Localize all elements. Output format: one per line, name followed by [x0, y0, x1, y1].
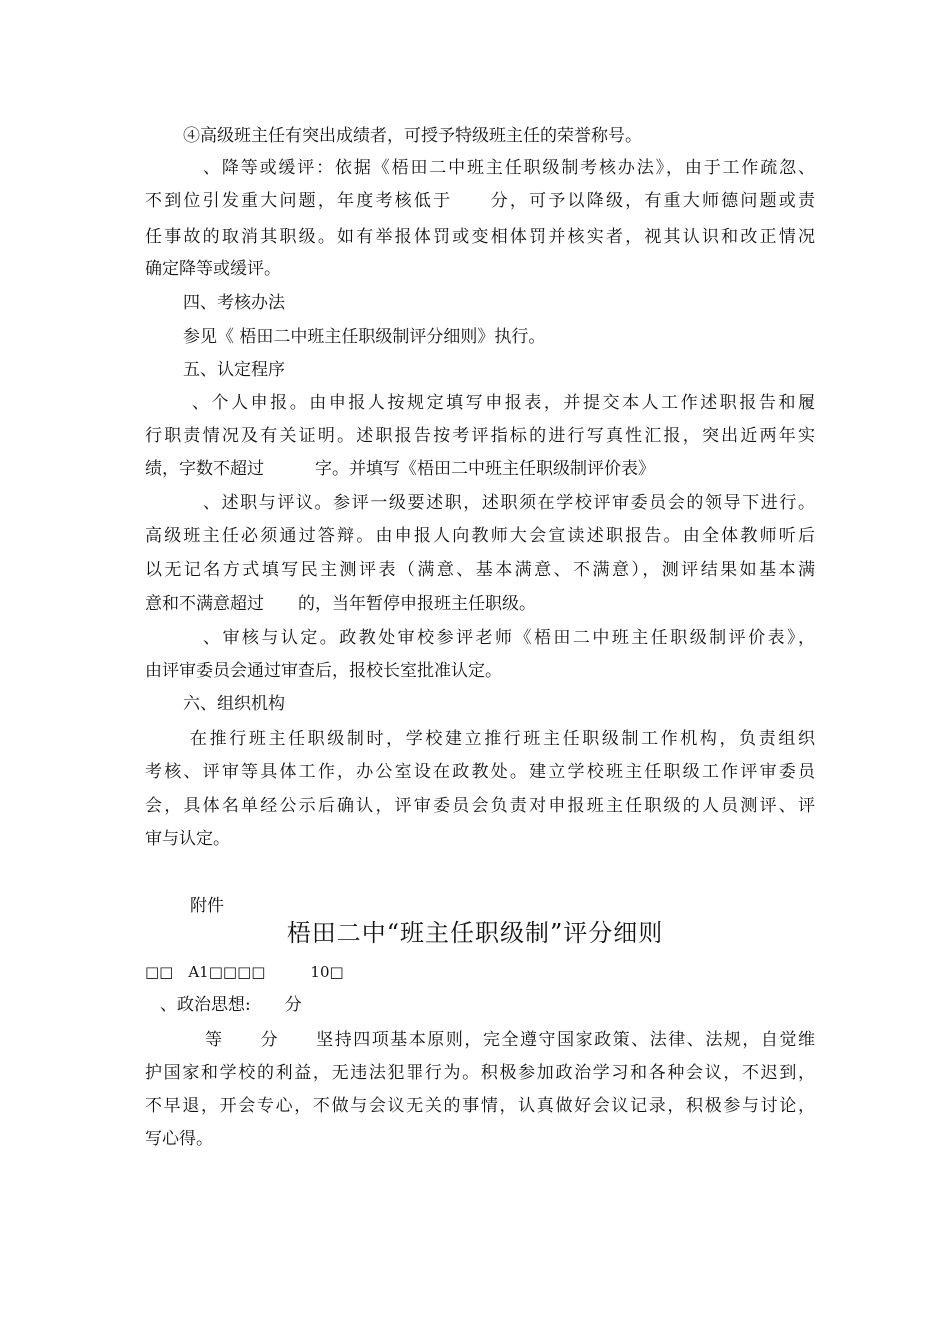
attachment-label: 附件 — [190, 896, 224, 916]
detail-line: 护国家和学校的利益，无违法犯罪行为。积极参加政治学习和各种会议，不迟到， — [145, 1063, 815, 1083]
detail-line: 写心得。 — [145, 1129, 213, 1149]
paragraph-line: 、个人申报。由申报人按规定填写申报表，并提交本人工作述职报告和履 — [192, 393, 815, 413]
paragraph-line: 意和不满意超过 的，当年暂停申报班主任职级。 — [145, 594, 536, 614]
paragraph-line: 参见《 梧田二中班主任职级制评分细则》执行。 — [183, 327, 546, 347]
row-header: □□ A1□□□□ 10□ — [145, 963, 344, 981]
paragraph-line: 考核、评审等具体工作，办公室设在政教处。建立学校班主任职级工作评审委员 — [145, 762, 815, 782]
paragraph-line: 行职责情况及有关证明。述职报告按考评指标的进行写真性汇报，突出近两年实 — [145, 426, 815, 446]
section-heading: 四、考核办法 — [183, 293, 285, 313]
paragraph-line: 任事故的取消其职级。如有举报体罚或变相体罚并核实者，视其认识和改正情况 — [145, 227, 815, 247]
section-heading: 六、组织机构 — [183, 694, 285, 714]
section-heading: 五、认定程序 — [183, 360, 285, 380]
paragraph-line: 绩，字数不超过 字。并填写《梧田二中班主任职级制评价表》 — [145, 459, 655, 479]
paragraph-line: 以无记名方式填写民主测评表（满意、基本满意、不满意），测评结果如基本满 — [145, 560, 815, 580]
detail-line: 等 分 坚持四项基本原则，完全遵守国家政策、法律、法规，自觉维 — [205, 1030, 815, 1050]
paragraph-line: 会，具体名单经公示后确认，评审委员会负责对申报班主任职级的人员测评、评 — [145, 796, 815, 816]
paragraph-line: 确定降等或缓评。 — [145, 259, 281, 279]
paragraph-line: 由评审委员会通过审查后，报校长室批准认定。 — [145, 661, 502, 681]
paragraph-line: 高级班主任必须通过答辩。由申报人向教师大会宣读述职报告。由全体教师听后 — [145, 526, 815, 546]
paragraph-line: ④高级班主任有突出成绩者，可授予特级班主任的荣誉称号。 — [183, 126, 642, 146]
paragraph-line: 、述职与评议。参评一级要述职，述职须在学校评审委员会的领导下进行。 — [203, 493, 815, 513]
paragraph-line: 不到位引发重大问题，年度考核低于 分，可予以降级，有重大师德问题或责 — [145, 191, 815, 211]
detail-line: 不早退，开会专心，不做与会议无关的事情，认真做好会议记录，积极参与讨论， — [145, 1096, 815, 1116]
attachment-title: 梧田二中“班主任职级制”评分细则 — [286, 919, 664, 947]
paragraph-line: 在推行班主任职级制时，学校建立推行班主任职级制工作机构，负责组织 — [190, 729, 815, 749]
paragraph-line: 、审核与认定。政教处审校参评老师《梧田二中班主任职级制评价表》， — [203, 628, 815, 648]
paragraph-line: 、降等或缓评：依据《梧田二中班主任职级制考核办法》，由于工作疏忽、 — [203, 158, 815, 178]
section-heading: 、政治思想: 分 — [160, 995, 302, 1015]
paragraph-line: 审与认定。 — [145, 829, 230, 849]
